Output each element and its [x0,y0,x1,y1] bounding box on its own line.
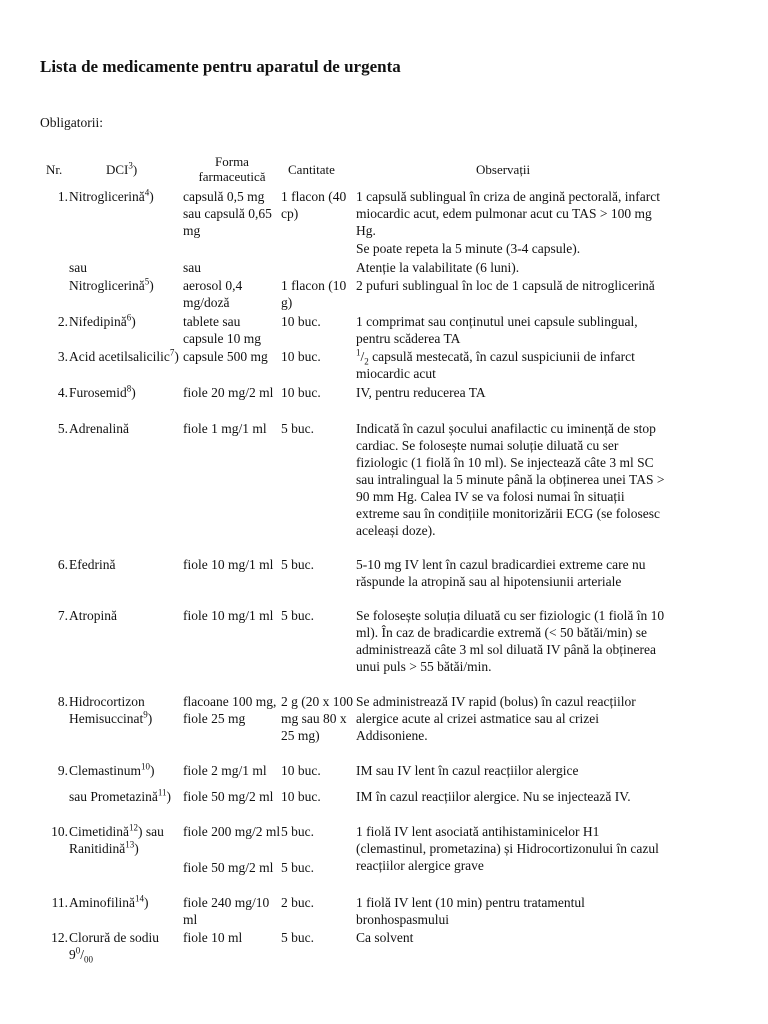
row-cantitate: 10 buc. [281,314,321,329]
row-observatii: 1 fiolă IV lent (10 min) pentru tratamentul bronhospasmului [356,895,585,927]
row-forma: fiole 50 mg/2 ml [183,789,274,804]
section-label: Obligatorii: [40,115,103,130]
row-dci: Nifedipină$^6$) [69,312,136,329]
row-forma: fiole 10 ml [183,930,243,945]
row-cantitate: 1 flacon (40 cp) [281,189,347,221]
row-dci: Aminofilină$^{14}$) [69,893,149,910]
row-dci: Nitroglicerină$^5$) [69,276,154,293]
row-forma: capsulă 0,5 mg sau capsulă 0,65 mg [183,189,272,238]
row-number: 3. [57,349,68,364]
row-dci: Adrenalină [69,421,129,436]
row-forma: fiole 10 mg/1 ml [183,608,274,623]
row-observatii: 1 comprimat sau conținutul unei capsule sublingual, pentru scăderea TA [356,314,638,346]
row-forma: capsule 500 mg [183,349,268,364]
row-number: 1. [57,189,68,204]
row-observatii: Indicată în cazul șocului anafilactic cu iminență de stop cardiac. Se folosește numai soluție diluată cu ser fiziologic (1 fiolă în 10 ml). Se injectează câte 3 ml SC sau intralingual la 5 minute până la obținerea unei TAS > 90 mm Hg. Calea IV se va folosi numai în situații extreme sau în condițiile monitorizării ECG (se folosesc aceleași doze). [356,421,665,538]
row-number: 8. [57,694,68,709]
row-dci: sau [69,260,87,275]
row-observatii: IM în cazul reacțiilor alergice. Nu se injectează IV. [356,789,631,804]
row-cantitate: 5 buc. [281,930,314,945]
row-observatii: $^1/_2$ capsulă mestecată, în cazul suspiciunii de infarct miocardic acut [356,347,635,381]
row-cantitate: 10 buc. [281,385,321,400]
row-forma: fiole 200 mg/2 ml [183,824,281,839]
row-dci: Cimetidină$^{12}$) sau Ranitidină$^{13}$) [69,822,164,856]
row-dci: Nitroglicerină$^4$) [69,187,154,204]
row-cantitate: 5 buc. [281,860,314,875]
row-forma: fiole 1 mg/1 ml [183,421,267,436]
row-observatii: IM sau IV lent în cazul reacțiilor alergice [356,763,579,778]
row-dci: Hidrocortizon Hemisuccinat$^9$) [69,694,153,726]
row-number: 6. [57,557,68,572]
row-cantitate: 5 buc. [281,557,314,572]
row-number: 11. [51,895,68,910]
row-number: 5. [57,421,68,436]
row-observatii: 2 pufuri sublingual în loc de 1 capsulă de nitroglicerină [356,278,655,293]
row-number: 9. [57,763,68,778]
row-forma: fiole 2 mg/1 ml [183,763,267,778]
row-number: 4. [57,385,68,400]
row-dci: sau Prometazină$^{11}$) [69,787,172,804]
header-dci: DCI$^3$) [106,160,138,177]
row-observatii: IV, pentru reducerea TA [356,385,486,400]
row-observatii: Ca solvent [356,930,414,945]
row-dci: Furosemid$^8$) [69,383,136,400]
row-dci: Clorură de sodiu $9^0/_{00}$ [69,930,159,965]
row-observatii: Atenție la valabilitate (6 luni). [356,260,520,275]
row-observatii: 1 capsulă sublingual în criza de angină pectorală, infarct miocardic acut, edem pulmonar acut cu TAS > 100 mg Hg. [356,189,660,238]
row-dci: Acid acetilsalicilic$^7$) [69,347,179,364]
row-forma: fiole 50 mg/2 ml [183,860,274,875]
row-dci: Atropină [69,608,117,623]
row-dci: Efedrină [69,557,116,572]
row-cantitate: 10 buc. [281,349,321,364]
row-forma: aerosol 0,4 mg/doză [183,278,243,310]
row-forma: fiole 240 mg/10 ml [183,895,270,927]
row-cantitate: 5 buc. [281,608,314,623]
header-forma: Forma farmaceutică [198,154,266,184]
row-cantitate: 2 buc. [281,895,314,910]
header-nr: Nr. [46,162,63,177]
row-observatii: 5-10 mg IV lent în cazul bradicardiei extreme care nu răspunde la atropină sau al hipotensiunii arteriale [356,557,646,589]
row-forma: flacoane 100 mg, fiole 25 mg [183,694,277,726]
row-cantitate: 10 buc. [281,763,321,778]
row-forma: sau [183,260,201,275]
row-cantitate: 1 flacon (10 g) [281,278,347,310]
row-forma: tablete sau capsule 10 mg [183,314,261,346]
row-number: 12. [51,930,68,945]
header-cantitate: Cantitate [288,162,335,177]
row-forma: fiole 20 mg/2 ml [183,385,274,400]
header-observatii: Observații [476,162,531,177]
row-dci: Clemastinum$^{10}$) [69,761,155,778]
row-cantitate: 2 g (20 x 100 mg sau 80 x 25 mg) [281,694,353,743]
document-title: Lista de medicamente pentru aparatul de urgenta [40,57,401,76]
row-observatii: Se poate repeta la 5 minute (3-4 capsule). [356,241,581,256]
row-number: 10. [51,824,68,839]
row-cantitate: 10 buc. [281,789,321,804]
row-cantitate: 5 buc. [281,824,314,839]
row-cantitate: 5 buc. [281,421,314,436]
row-observatii: 1 fiolă IV lent asociată antihistaminicelor H1 (clemastinul, prometazina) și Hidrocortizonului în cazul reacțiilor alergice grave [356,824,659,873]
row-forma: fiole 10 mg/1 ml [183,557,274,572]
row-number: 2. [57,314,68,329]
row-number: 7. [57,608,68,623]
row-observatii: Se administrează IV rapid (bolus) în cazul reacțiilor alergice acute al crizei astmatice sau al crizei Addisoniene. [356,694,636,743]
row-observatii: Se folosește soluția diluată cu ser fiziologic (1 fiolă în 10 ml). În caz de bradicardie extremă (< 50 bătăi/min) se administrează câte 3 ml sol diluată IV până la obținerea unui puls > 55 bătăi/min. [356,608,665,674]
